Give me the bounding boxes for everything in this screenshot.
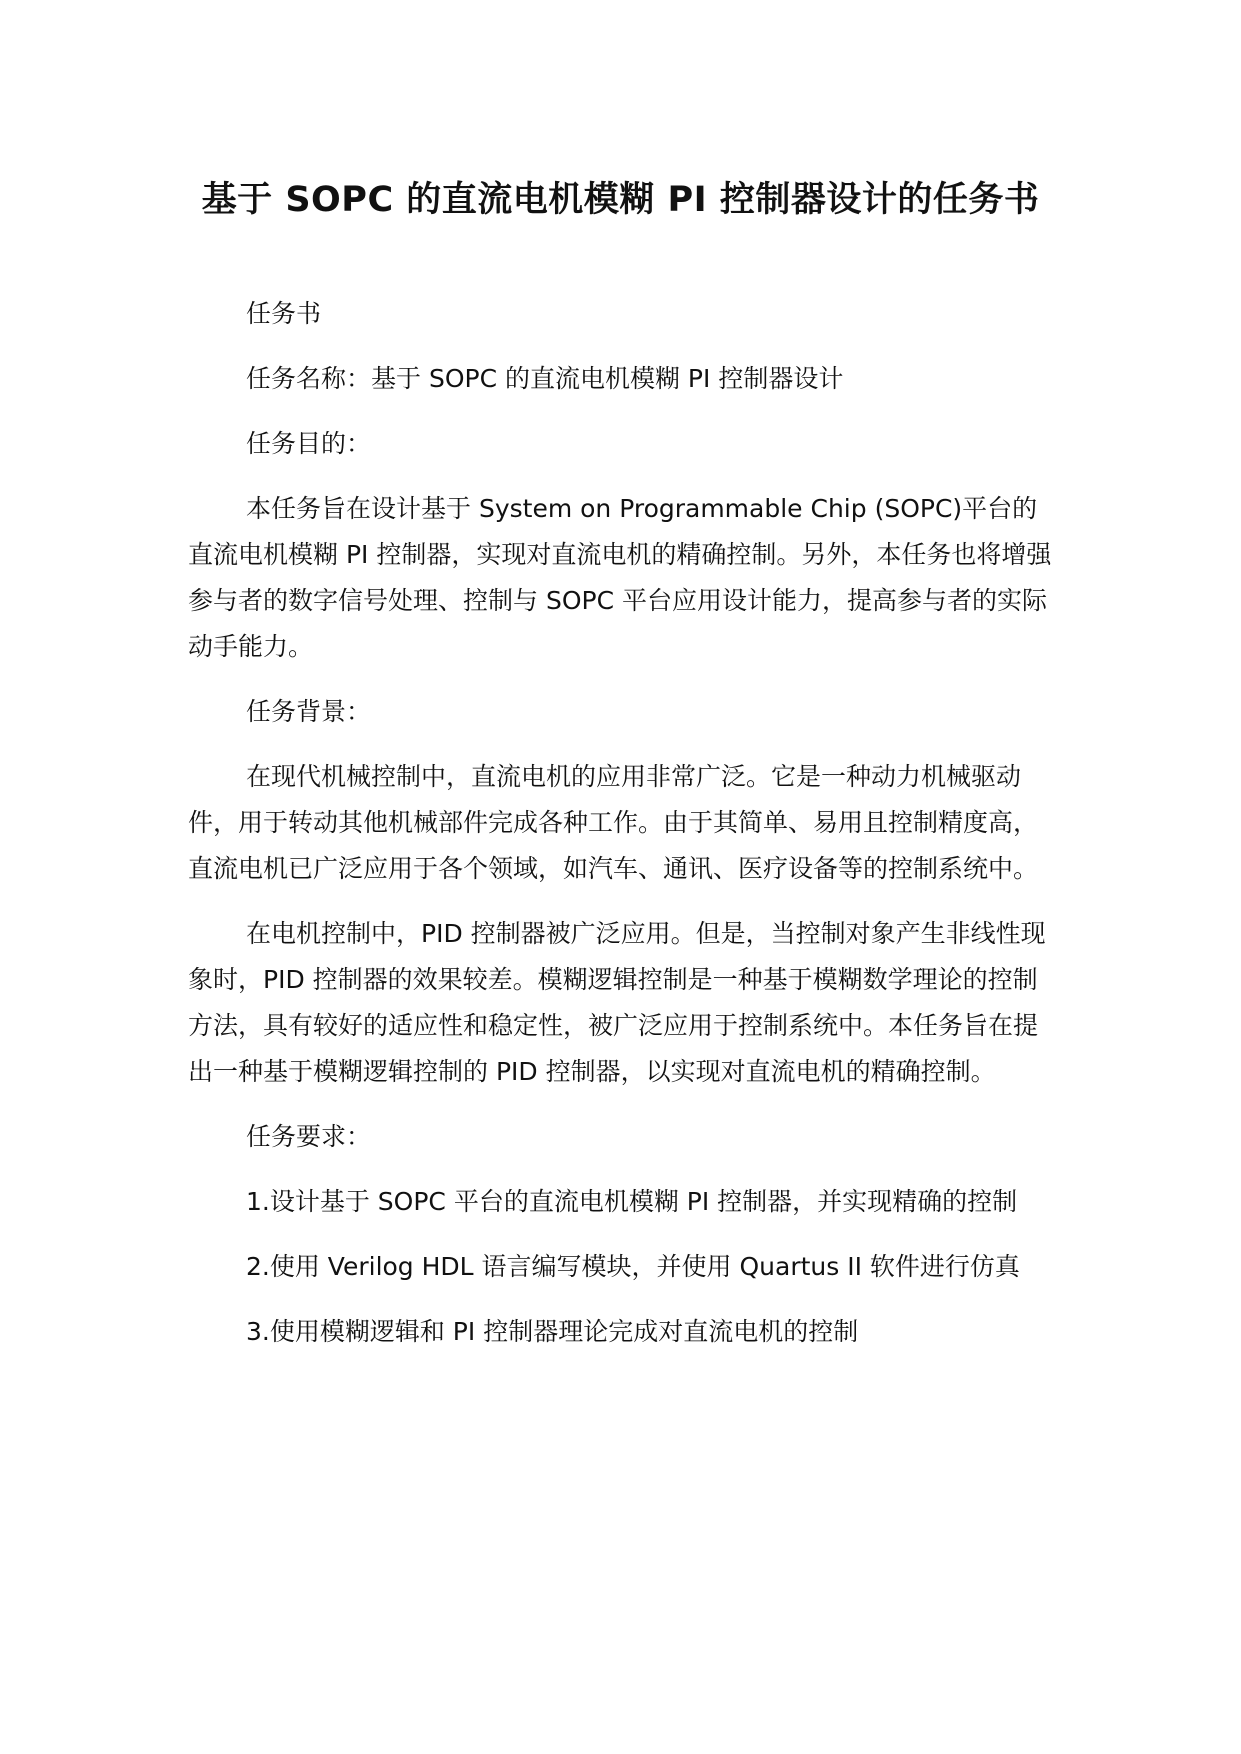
paragraph-task-purpose-heading: 任务目的： bbox=[246, 429, 372, 458]
paragraph-task-purpose: 本任务旨在设计基于 System on Programmable Chip (SOPC)平台的直流电机模糊 PI 控制器，实现对直流电机的精确控制。另外，本任务也将增强参与者的数字信号处理、控制与 SOPC 平台应用设计能力，提高参与者的实际动手能力。 bbox=[188, 494, 1052, 661]
paragraph-requirement-3: 3.使用模糊逻辑和 PI 控制器理论完成对直流电机的控制 bbox=[246, 1317, 859, 1346]
document-body bbox=[188, 291, 1058, 1374]
paragraph-requirement-1: 1.设计基于 SOPC 平台的直流电机模糊 PI 控制器，并实现精确的控制 bbox=[246, 1187, 1018, 1216]
paragraph-task-book-heading: 任务书 bbox=[246, 299, 322, 328]
paragraph-background-2: 在电机控制中，PID 控制器被广泛应用。但是，当控制对象产生非线性现象时，PID 控制器的效果较差。模糊逻辑控制是一种基于模糊数学理论的控制方法，具有较好的适应性和稳定性，被广泛应用于控制系统中。本任务旨在提出一种基于模糊逻辑控制的 PID 控制器，以实现对直流电机的精确控制。 bbox=[188, 919, 1046, 1086]
paragraph-requirement-2: 2.使用 Verilog HDL 语言编写模块，并使用 Quartus II 软件进行仿真 bbox=[246, 1252, 1020, 1281]
paragraph-task-background-heading: 任务背景： bbox=[246, 697, 372, 726]
document-title: 基于 SOPC 的直流电机模糊 PI 控制器设计的任务书 bbox=[201, 180, 1040, 220]
paragraph-background-1: 在现代机械控制中，直流电机的应用非常广泛。它是一种动力机械驱动件，用于转动其他机械部件完成各种工作。由于其简单、易用且控制精度高，直流电机已广泛应用于各个领域，如汽车、通讯、医疗设备等的控制系统中。 bbox=[188, 762, 1039, 883]
paragraph-task-requirements-heading: 任务要求： bbox=[246, 1122, 372, 1151]
paragraph-task-name: 任务名称：基于 SOPC 的直流电机模糊 PI 控制器设计 bbox=[246, 364, 844, 393]
